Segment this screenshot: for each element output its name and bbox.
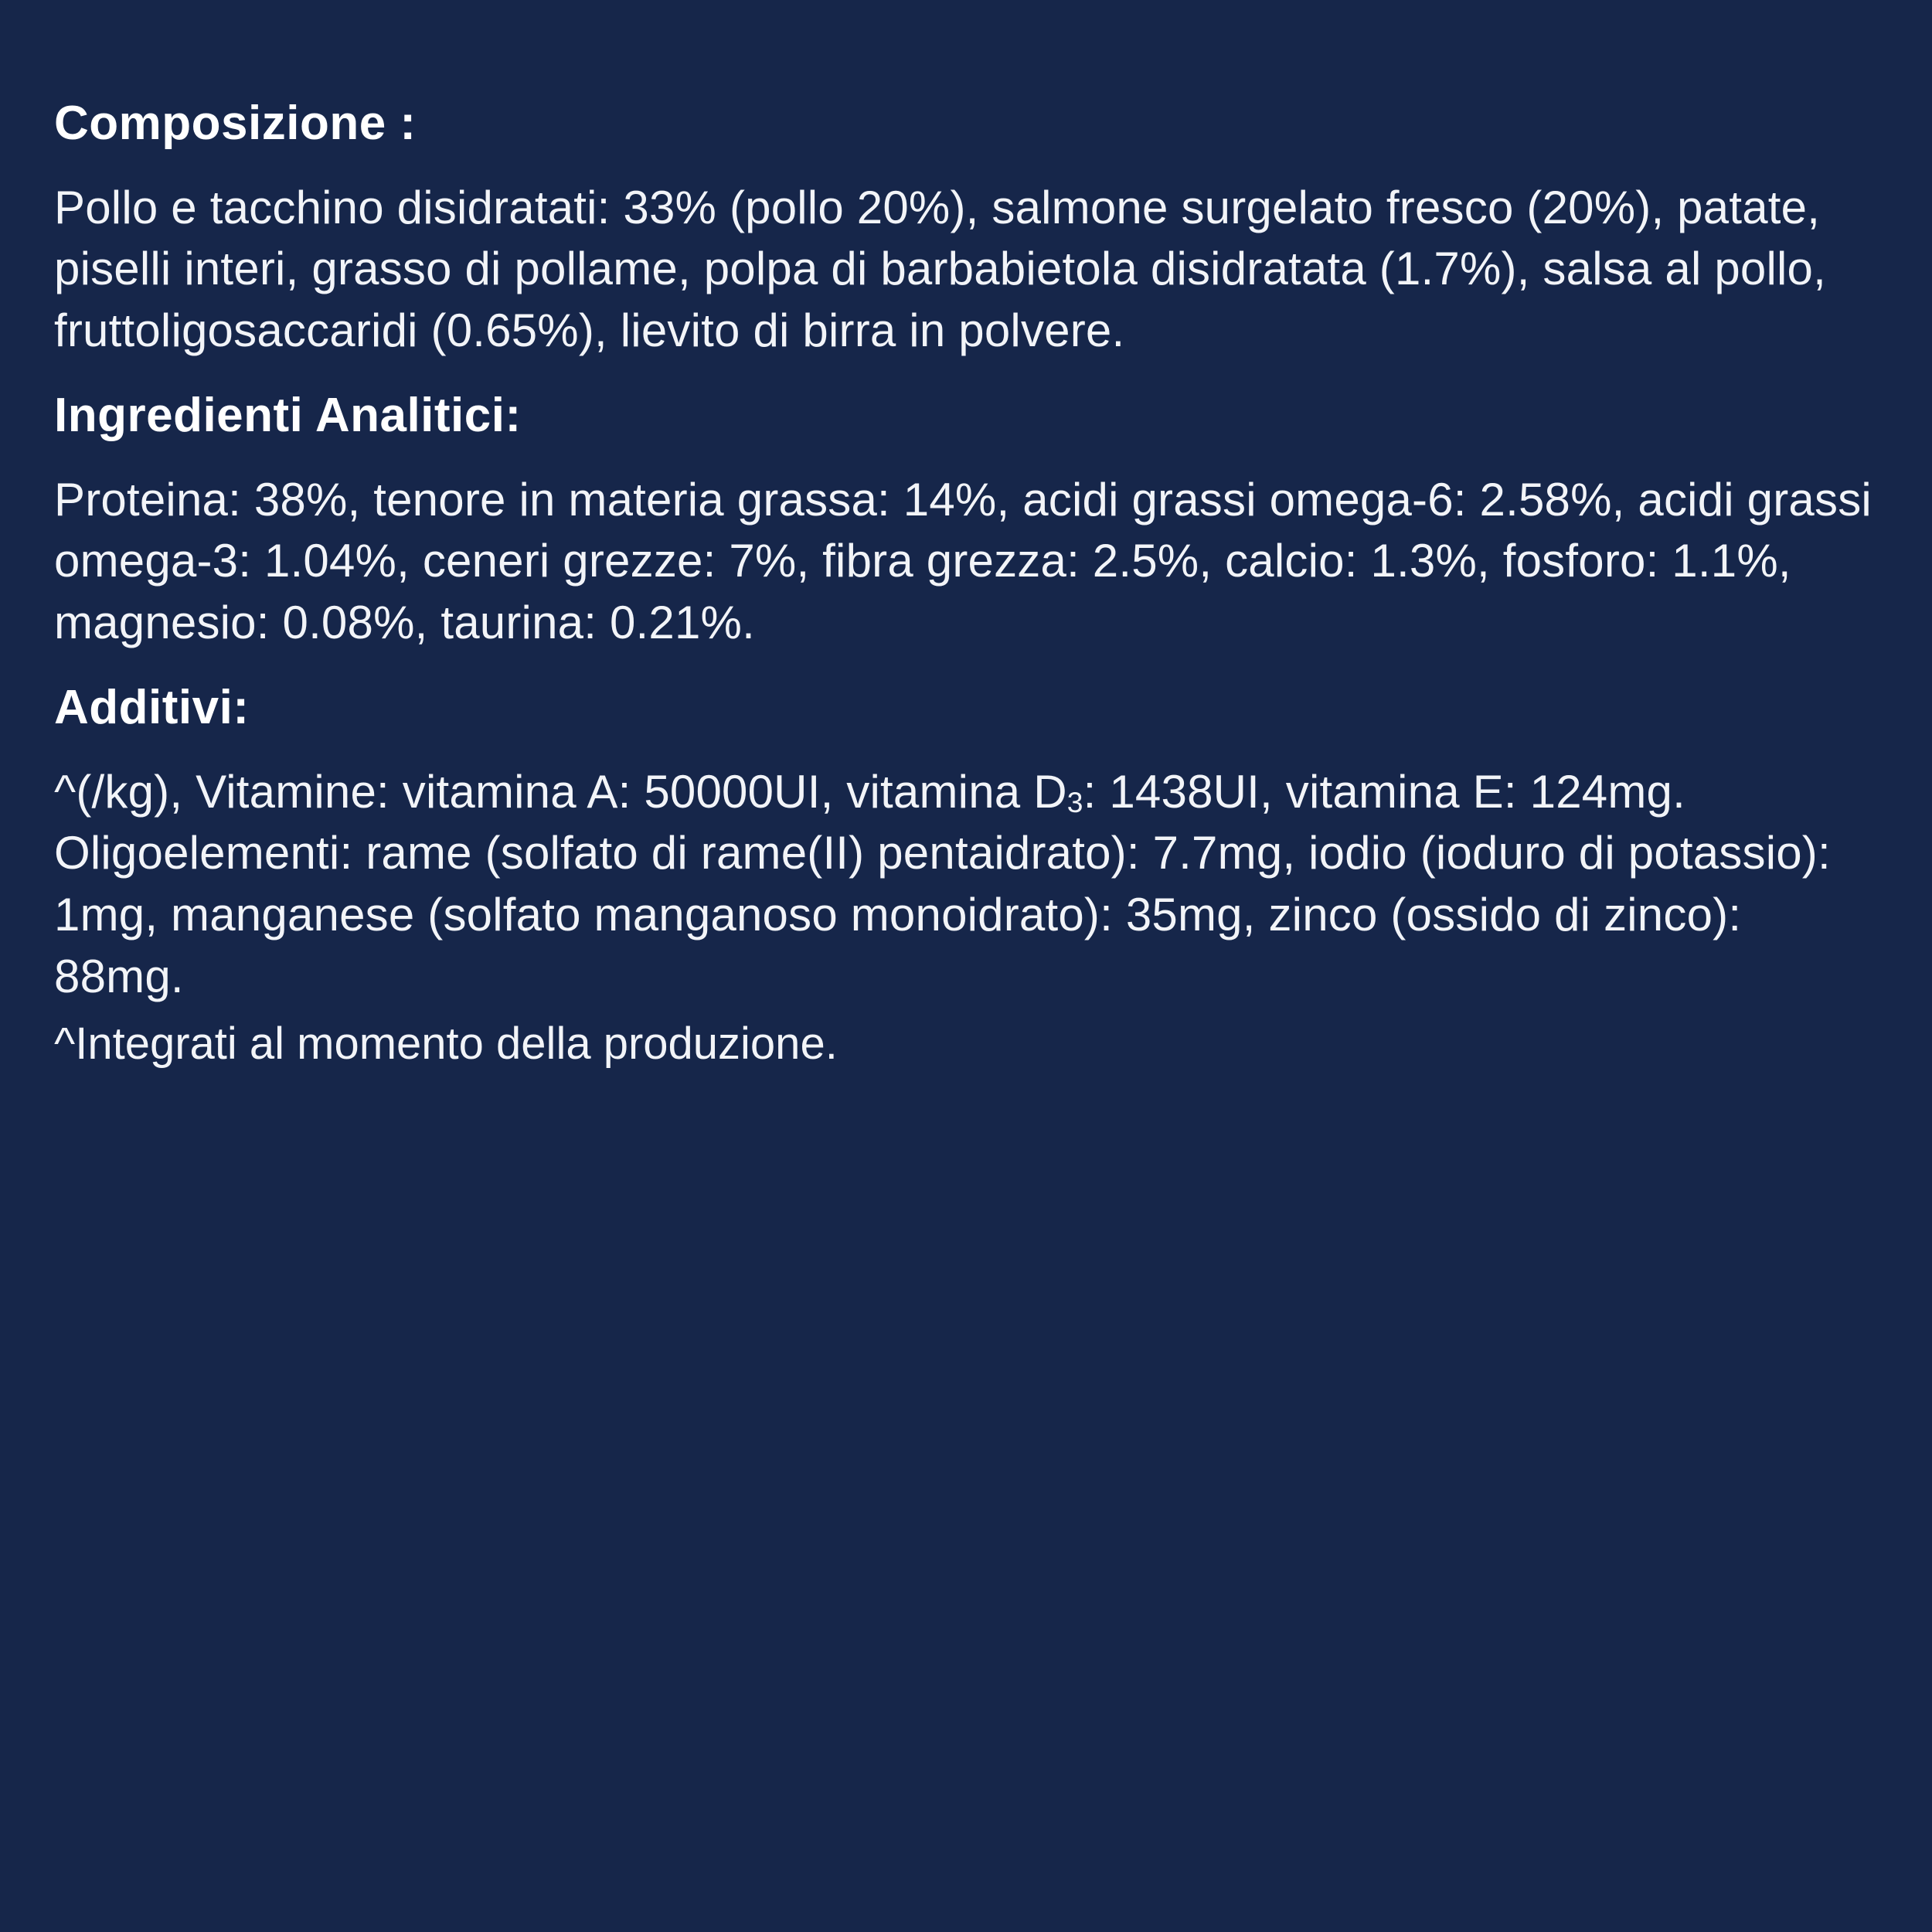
analytical-constituents-text: Proteina: 38%, tenore in materia grassa: 14%, acidi grassi omega-6: 2.58%, acidi grassi omega-3: 1.04%, ceneri grezze: 7%, fibra grezza: 2.5%, calcio: 1.3%, fosforo: 1.1%, magnesio: 0.08%, taurina: 0.21%. — [54, 473, 1872, 649]
additives-text-part1: ^(/kg), Vitamine: vitamina A: 50000UI, vitamina D — [54, 765, 1067, 818]
analytical-constituents-heading: Ingredienti Analitici: — [54, 388, 522, 442]
additives-text-part2: : 1438UI, vitamina E: 124mg. Oligoelementi: rame (solfato di rame(II) pentaidrato): 7.7mg, iodio (ioduro di potassio): 1mg, manganese (solfato manganoso monoidrato): 35mg, zinco (ossido di zinco): 88mg. — [54, 765, 1831, 1002]
composition-heading: Composizione : — [54, 97, 417, 150]
composition-section — [54, 93, 1878, 362]
additives-section — [54, 677, 1878, 1073]
composition-text: Pollo e tacchino disidratati: 33% (pollo 20%), salmone surgelato fresco (20%), patate, piselli interi, grasso di pollame, polpa di barbabietola disidratata (1.7%), salsa al pollo, fruttoligosaccaridi (0.65%), lievito di birra in polvere. — [54, 181, 1826, 357]
additives-footnote: ^Integrati al momento della produzione. — [54, 1018, 838, 1069]
analytical-constituents-section — [54, 385, 1878, 654]
vitamin-d3-subscript: 3 — [1066, 786, 1083, 819]
additives-text — [54, 761, 1878, 1008]
additives-heading: Additivi: — [54, 680, 250, 734]
